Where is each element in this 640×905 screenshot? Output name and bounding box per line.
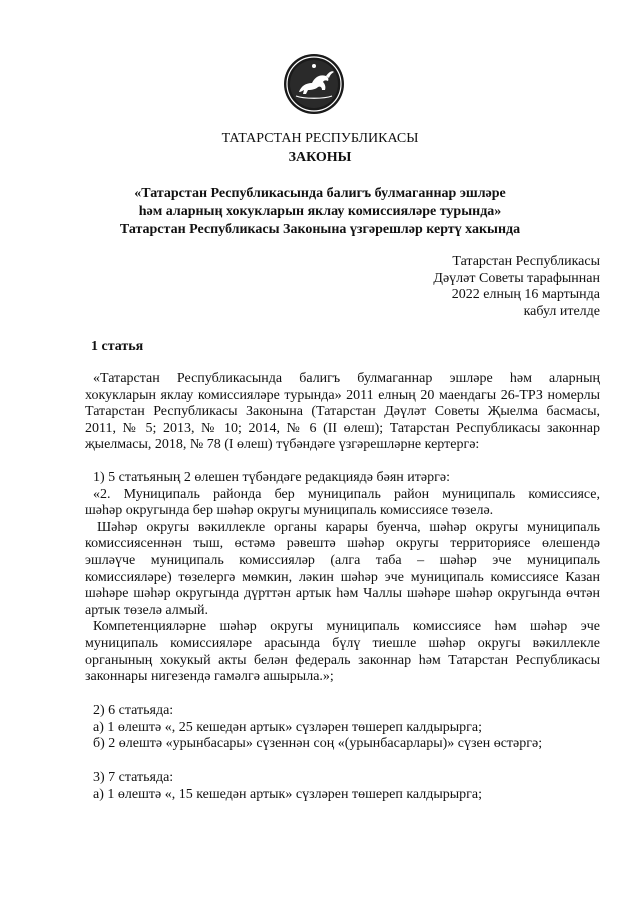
- item-2-a: а) 1 өлештә «, 25 кешедән артык» сүзләрен төшереп калдырырга;: [93, 719, 483, 735]
- law-title-line-1: «Татарстан Республикасында балигъ булмаганнар эшләре: [134, 186, 506, 201]
- item-3-a: а) 1 өлештә «, 15 кешедән артык» сүзләрен төшереп калдырырга;: [93, 786, 483, 802]
- text-line: законнары нигезендә гамәлгә ашырыла.»;: [85, 669, 334, 685]
- adoption-line: кабул ителде: [523, 303, 600, 319]
- text-line: хокукларын яклау комиссияләре турында» 2011 елның 20 маендагы 26-ТРЗ номерлы: [85, 387, 600, 403]
- text-line: җыелмасы, 2018, № 78 (I өлеш) түбәндәге үзгәрешләрне кертергә:: [85, 437, 480, 453]
- item-1: [85, 470, 600, 686]
- law-title-line-3: Татарстан Республикасы Законына үзгәрешләр кертү хакында: [119, 222, 521, 237]
- text-line: артык төзелә алмый.: [85, 602, 208, 618]
- article-title: 1 статья: [91, 339, 144, 354]
- text-line: шәһәр округында бер шәһәр округы муниципаль комиссиясе төзелә.: [85, 503, 494, 519]
- tatarstan-coat-of-arms-icon: [282, 52, 346, 116]
- adoption-block: [433, 254, 600, 320]
- text-line: Татарстан Республикасы Законына (Татарстан Дәүләт Советы Җыелма басмасы,: [85, 404, 600, 420]
- text-line: 2011, № 5; 2013, № 10; 2014, № 6 (II өлеш); Татарстан Республикасы законнар: [85, 420, 600, 436]
- text-line: комиссиясеннән тыш, өстәмә рәвештә шәһәр округы территориясе өлешендә: [85, 536, 600, 552]
- item-2: [85, 703, 600, 753]
- adoption-line: Дәүләт Советы тарафыннан: [433, 270, 600, 286]
- article-intro: [85, 371, 600, 454]
- item-1-heading: 1) 5 статьяның 2 өлешен түбәндәге редакциядә бәян итәргә:: [93, 470, 450, 485]
- text-line: муниципаль комиссияләре арасында бүлү тиешле шәһәр округы вәкиллекле: [85, 635, 600, 651]
- text-line: Шәһәр округы вәкиллекле органы карары буенча, шәһәр округы муниципаль: [97, 519, 600, 535]
- text-line: органының хокукый акты белән федераль законнар һәм Татарстан Республикасы: [85, 652, 600, 668]
- text-line: шәһәре шәһәр округында дүрттән артык һәм Чаллы шәһәре шәһәр округында өчтән: [85, 586, 600, 602]
- republic-heading: ТАТАРСТАН РЕСПУБЛИКАСЫ: [221, 131, 419, 146]
- text-line: эшләүче муниципаль комиссияләр (алга таба – шәһәр эче муниципаль: [85, 552, 600, 568]
- item-3-heading: 3) 7 статьяда:: [93, 770, 174, 785]
- text-line: «2. Муниципаль районда бер муниципаль район муниципаль комиссиясе,: [93, 486, 600, 502]
- text-line: «Татарстан Республикасында балигъ булмаганнар эшләре һәм аларның: [93, 371, 600, 386]
- text-line: Компетенцияләрне шәһәр округы муниципаль комиссиясе һәм шәһәр эче: [93, 619, 600, 635]
- item-2-b: б) 2 өлештә «урынбасары» сүзеннән соң «(урынбасарлары)» сүзен өстәргә;: [93, 736, 543, 752]
- adoption-line: 2022 елның 16 мартында: [451, 287, 600, 302]
- adoption-line: Татарстан Республикасы: [452, 254, 600, 269]
- law-title-line-2: һәм аларның хокукларын яклау комиссияләре турында»: [138, 204, 502, 219]
- item-3: [85, 770, 600, 803]
- law-heading: ЗАКОНЫ: [288, 150, 352, 165]
- text-line: комиссияләре) төзелергә мөмкин, ләкин шәһәр эче муниципаль комиссиясе Казан: [85, 569, 600, 585]
- item-2-heading: 2) 6 статьяда:: [93, 703, 174, 718]
